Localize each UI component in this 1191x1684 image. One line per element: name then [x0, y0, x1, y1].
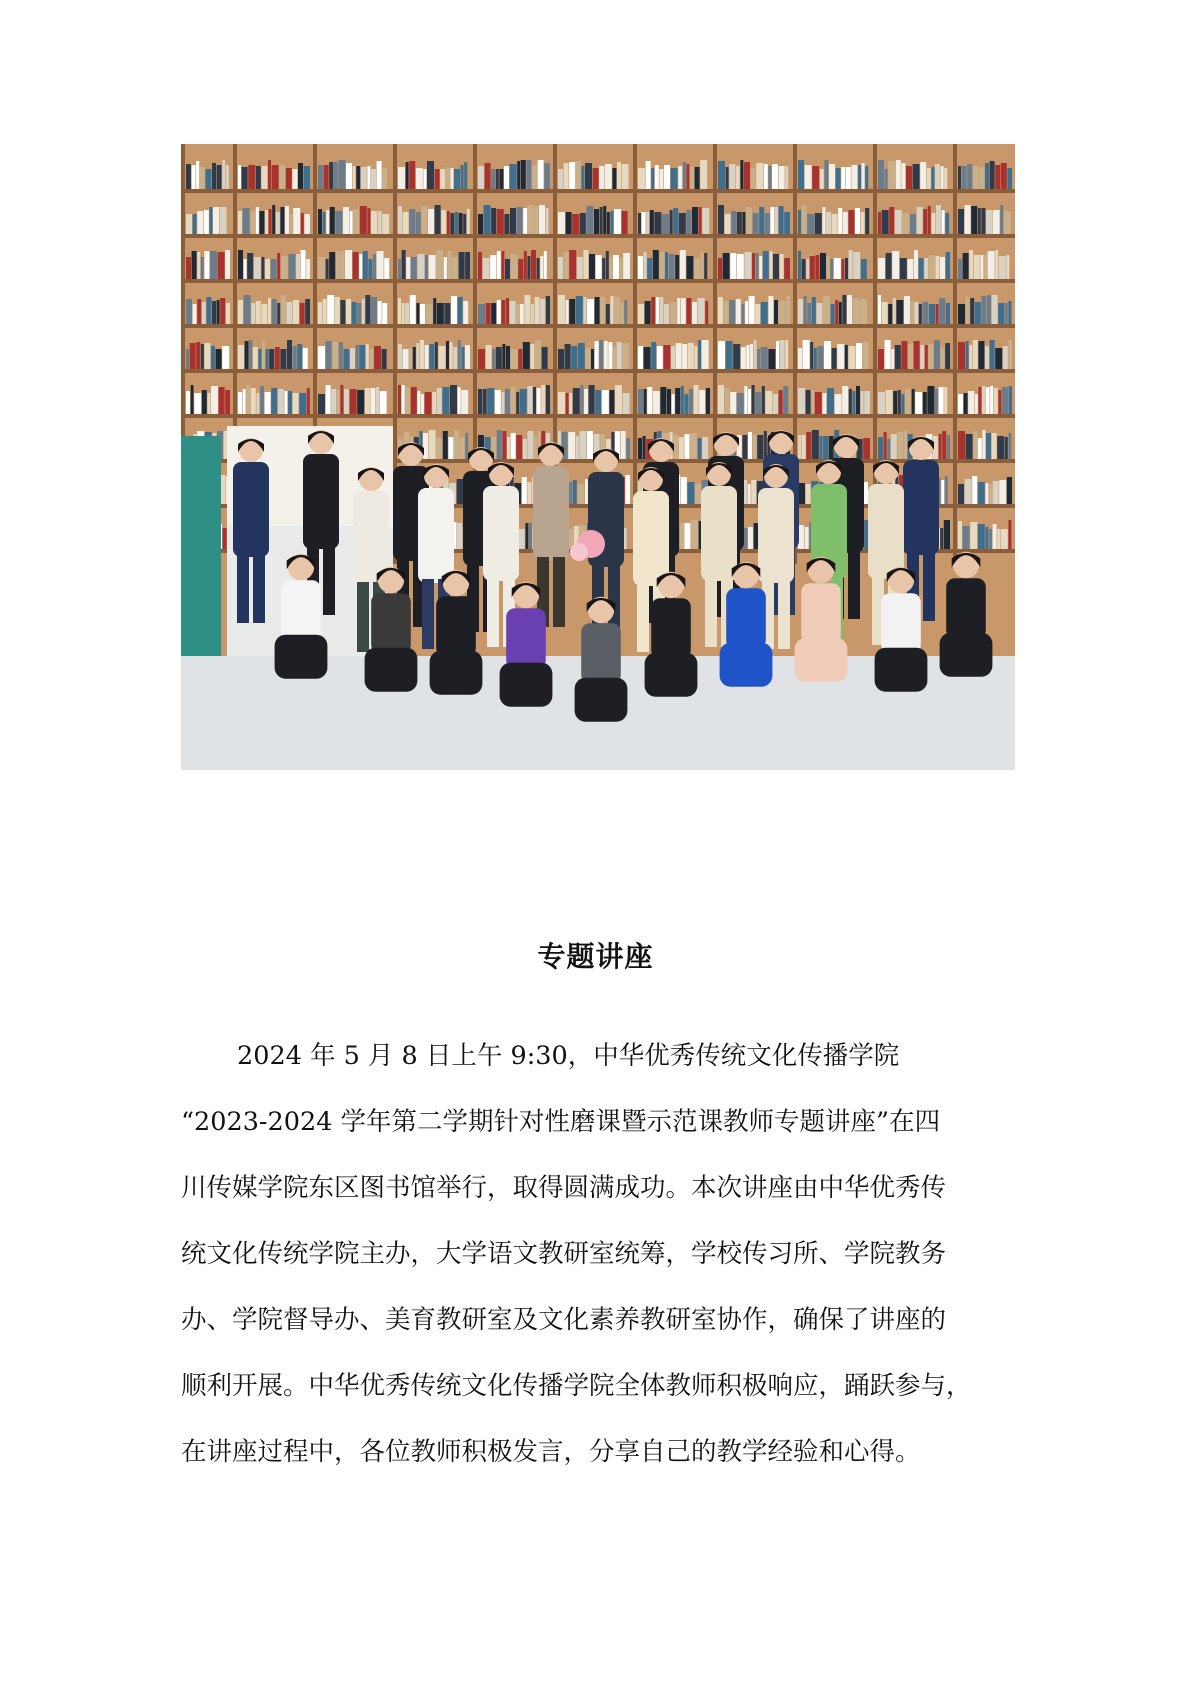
paragraph-line: 2024 年 5 月 8 日上午 9:30，中华优秀传统文化传播学院: [237, 1041, 900, 1071]
paragraph-line: 统文化传统学院主办，大学语文教研室统筹，学校传习所、学院教务: [181, 1239, 947, 1269]
group-photo: [181, 144, 1015, 770]
body-paragraph: [181, 1023, 1015, 1485]
section-title: 专题讲座: [537, 940, 654, 973]
paragraph-line: 办、学院督导办、美育教研室及文化素养教研室协作，确保了讲座的: [181, 1305, 947, 1335]
group-photo-illustration: [181, 144, 1015, 770]
paragraph-line: 在讲座过程中，各位教师积极发言，分享自己的教学经验和心得。: [181, 1437, 921, 1467]
paragraph-line: 顺利开展。中华优秀传统文化传播学院全体教师积极响应，踊跃参与，: [181, 1371, 972, 1401]
paragraph-line: 川传媒学院东区图书馆举行，取得圆满成功。本次讲座由中华优秀传: [181, 1173, 947, 1203]
paragraph-line: “2023-2024 学年第二学期针对性磨课暨示范课教师专题讲座”在四: [181, 1107, 941, 1137]
